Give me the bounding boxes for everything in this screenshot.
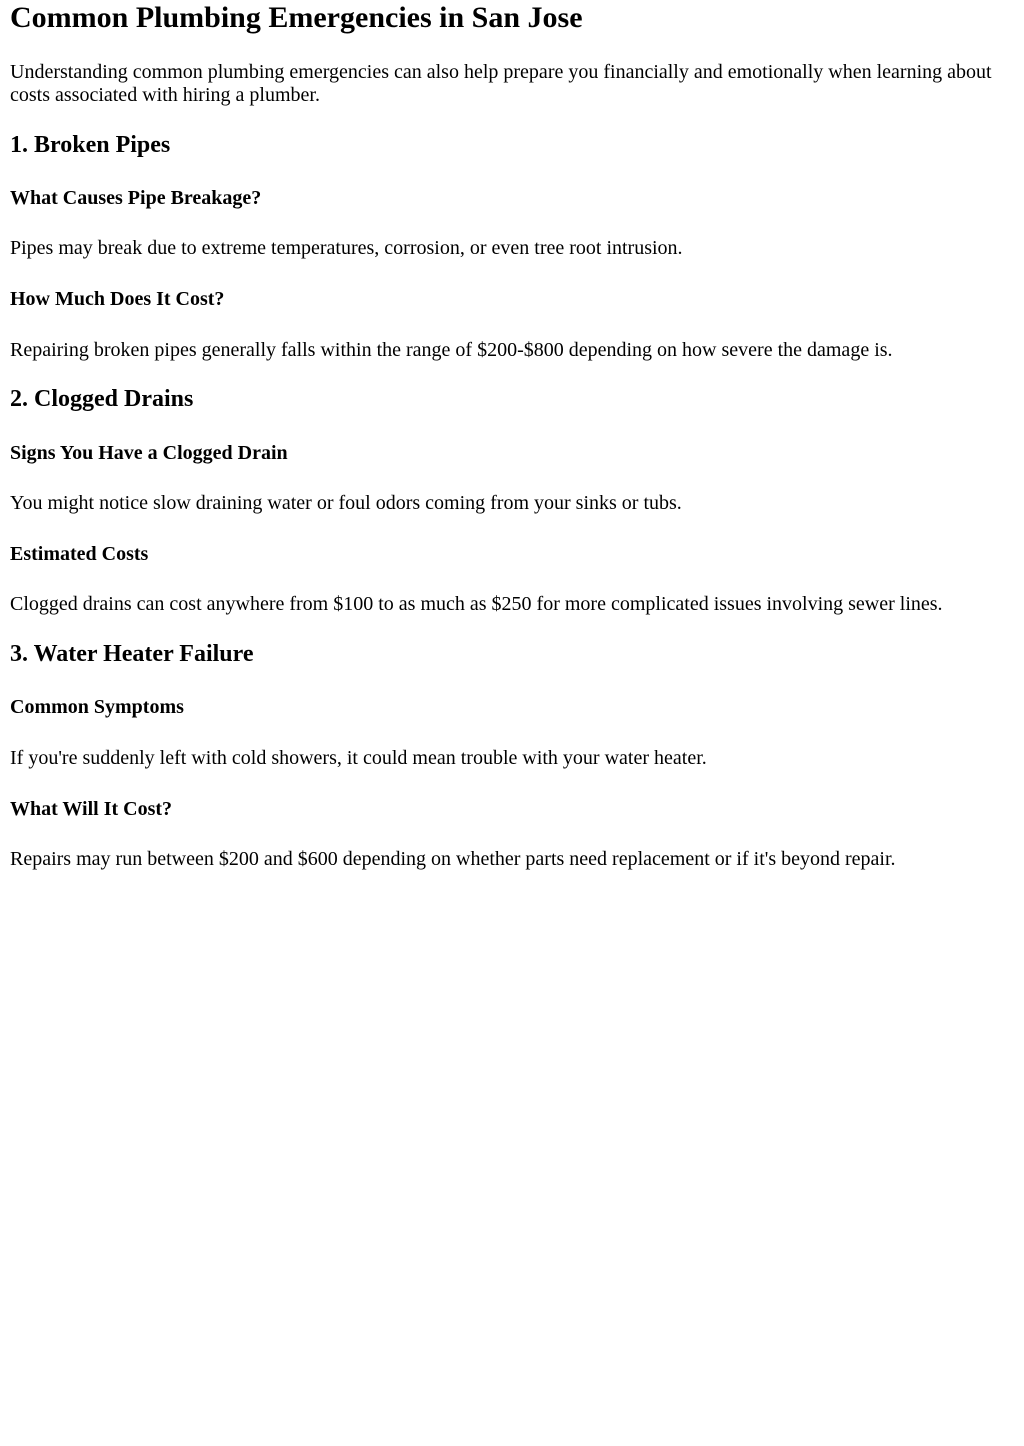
section-heading-water-heater: 3. Water Heater Failure (10, 641, 254, 667)
paragraph-pipe-cost: Repairing broken pipes generally falls within the range of $200-$800 depending on how severe the damage is. (10, 339, 893, 361)
section-heading-broken-pipes: 1. Broken Pipes (10, 132, 171, 158)
paragraph-clogged-drain-signs: You might notice slow draining water or foul odors coming from your sinks or tubs. (10, 492, 682, 514)
paragraph-water-heater-symptoms: If you're suddenly left with cold showers, it could mean trouble with your water heater. (10, 747, 707, 769)
page-title: Common Plumbing Emergencies in San Jose (10, 1, 583, 34)
subheading-water-heater-cost: What Will It Cost? (10, 798, 173, 820)
paragraph-water-heater-cost: Repairs may run between $200 and $600 depending on whether parts need replacement or if it's beyond repair. (10, 848, 896, 870)
subheading-clogged-drain-signs: Signs You Have a Clogged Drain (10, 442, 288, 464)
subheading-clogged-drain-costs: Estimated Costs (10, 543, 149, 565)
intro-paragraph: Understanding common plumbing emergencies can also help prepare you financially and emotionally when learning about costs associated with hiring a plumber. (10, 61, 992, 106)
subheading-pipe-breakage-causes: What Causes Pipe Breakage? (10, 187, 262, 209)
subheading-water-heater-symptoms: Common Symptoms (10, 696, 184, 718)
paragraph-pipe-breakage-causes: Pipes may break due to extreme temperatures, corrosion, or even tree root intrusion. (10, 237, 683, 259)
paragraph-clogged-drain-costs: Clogged drains can cost anywhere from $100 to as much as $250 for more complicated issues involving sewer lines. (10, 593, 943, 615)
subheading-pipe-cost: How Much Does It Cost? (10, 288, 225, 310)
section-heading-clogged-drains: 2. Clogged Drains (10, 386, 194, 412)
